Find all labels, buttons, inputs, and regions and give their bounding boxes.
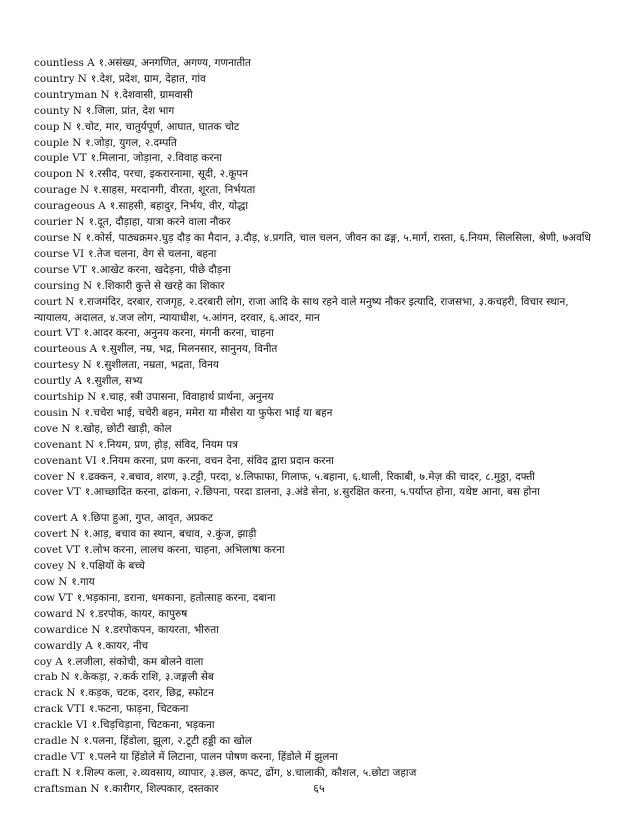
entry-headword: cow VT [34,591,73,604]
dictionary-entry [34,527,606,543]
dictionary-entry [34,670,606,686]
dictionary-entry [34,750,606,766]
entry-headword: country N [34,72,87,85]
entry-definition: १.दूत, दौड़ाहा, यात्रा करने वाला नौकर [88,216,231,229]
entry-headword: cowardly A [34,639,93,652]
dictionary-entry [34,607,606,623]
entry-headword: cove N [34,422,71,435]
entry-headword: cradle N [34,735,80,748]
section-gap [34,501,606,511]
dictionary-entry [34,766,606,782]
entry-headword: coup N [34,120,72,133]
dictionary-entry [34,231,606,247]
entry-headword: covet VT [34,544,81,557]
dictionary-entry [34,718,606,734]
dictionary-entry [34,639,606,655]
dictionary-entry [34,374,606,390]
dictionary-entry [34,88,606,104]
entry-headword: cover VT [34,486,81,499]
entry-definition: १.डरपोक, कायर, कापुरुष [89,607,188,620]
dictionary-entry [34,655,606,671]
dictionary-entry [34,422,606,438]
entry-list-a [34,56,606,501]
entry-headword: countryman N [34,88,110,101]
entry-definition: १.लोभ करना, लालच करना, चाहना, अभिलाषा करना [84,544,285,557]
dictionary-entry [34,326,606,342]
entry-headword: coursing N [34,279,93,292]
entry-headword: courtly A [34,375,82,388]
entry-definition: १.देशवासी, ग्रामवासी [113,88,193,101]
entry-definition: १.पक्षियों के बच्चे [80,560,145,573]
entry-definition: १.फटना, फाड़ना, चिटकना [88,703,189,716]
dictionary-entry [34,167,606,183]
entry-definition: १.गाय [71,576,95,588]
entry-definition: १.रसीद, परचा, इकरारनामा, सूदी, २.कूपन [88,168,249,181]
dictionary-entry [34,358,606,374]
entry-headword: craftsman N [34,782,100,795]
entry-definition: १.नियम करना, प्रण करना, वचन देना, संविद द्वारा प्रदान करना [100,454,334,467]
dictionary-entry [34,215,606,231]
entry-headword: courtship N [34,391,97,404]
entry-headword: coy A [34,655,63,668]
entry-headword: courage N [34,184,90,197]
entry-headword: court VT [34,327,80,340]
dictionary-entry [34,151,606,167]
dictionary-entry [34,591,606,607]
entry-definition: १.चचेरा भाई, चचेरी बहन, ममेरा या मौसेरा या फुफेरा भाई या बहन [84,406,333,419]
entry-definition: १.कायर, नीच [96,639,149,652]
entry-definition: १.लजीला, संकोची, कम बोलने वाला [66,655,204,668]
entry-definition: १.आदर करना, अनुनय करना, मंगनी करना, चाहना [83,327,274,340]
entry-headword: course N [34,231,82,244]
dictionary-entry [34,120,606,136]
entry-list-b [34,511,606,797]
entry-headword: course VI [34,247,85,260]
dictionary-entry [34,511,606,527]
entry-headword: covenant N [34,438,95,451]
entry-headword: crackle VI [34,719,88,732]
dictionary-entry [34,390,606,406]
entry-headword: crab N [34,671,71,684]
dictionary-entry [34,72,606,88]
entry-headword: cousin N [34,406,81,419]
dictionary-entry [34,559,606,575]
entry-headword: couple N [34,136,82,149]
entry-definition: १.शिकारी कुत्ते से खरहे का शिकार [96,279,225,292]
entry-definition: १.पलना, हिंडोला, झूला, २.टूटी हड्डी का खोल [83,735,252,748]
entry-definition: १.साहसी, बहादुर, निर्भय, वीर, योद्धा [109,200,249,213]
entry-headword: covey N [34,560,77,573]
dictionary-entry [34,470,606,486]
entry-definition: १.मिलाना, जोड़ाना, २.विवाह करना [90,152,222,165]
entry-definition: १.कोर्स, पाठ्यक्रम२.घुड़ दौड़ का मैदान, ३.दौड़, ४.प्रगति, चाल चलन, जीवन का ढङ्ग, ५.मार्ग, रास्ता, ६.नियम, सिलसिला, श्रेणी, ७अवधि [85,231,591,244]
dictionary-entry [34,183,606,199]
entry-headword: courteous A [34,343,98,356]
entry-definition: १.नियम, प्रण, होड़, संविद, नियम पत्र [98,438,238,451]
entry-headword: cradle VT [34,750,85,763]
entry-definition: १.चाह, स्त्री उपासना, विवाहार्थ प्रार्थना, अनुनय [100,391,274,404]
entry-definition: १.आच्छादित करना, ढांकना, २.छिपना, परदा डालना, ३.अंडे सेना, ४.सुरक्षित करना, ५.पर्याप्त होना, यथेष्ट आना, बस होना [84,486,540,499]
dictionary-entry [34,734,606,750]
entry-definition: १.चोट, मार, चातुर्यपूर्ण, आघात, घातक चोट [75,120,240,133]
entry-headword: cover N [34,470,76,483]
dictionary-entry [34,485,606,501]
dictionary-entry [34,406,606,422]
entry-definition: १.राजमंदिर, दरबार, राजगृह, २.दरबारी लोग, राजा आदि के साथ रहने वाले मनुष्य नौकर इत्यादि, राजसभा, ३.कचहरी, विचार स्थान, न्यायालय, अदालत, ४.जज लोग, न्यायाधीश, ५.आंगन, दरवार, ६.आदर, मान [34,295,569,324]
entry-definition: १.डरपोकपन, कायरता, भीरुता [104,623,219,636]
entry-headword: craft N [34,766,72,779]
dictionary-entry [34,686,606,702]
entry-headword: course VT [34,263,87,276]
entry-definition: १.आड़, बचाव का स्थान, बचाव, २.कुंज, झाड़ी [83,528,257,541]
entry-definition: १.देश, प्रदेश, ग्राम, देहात, गांव [90,72,206,85]
entry-definition: १.सुशील, सभ्य [85,375,143,388]
entry-definition: १.चिड़चिड़ाना, चिटकना, भड़कना [91,719,215,732]
dictionary-page [34,56,606,798]
entry-definition: १.असंख्य, अनगणित, अगण्य, गणनातीत [98,57,251,69]
dictionary-entry [34,454,606,470]
dictionary-entry [34,295,606,327]
dictionary-entry [34,104,606,120]
entry-headword: coward N [34,607,86,620]
entry-definition: १.ढक्कन, २.बचाव, शरण, ३.टट्टी, परदा, ४.लिफाफा, गिलाफ, ५.बहाना, ६.थाली, रिकाबी, ७.मेज़ की चादर, ८.मुठ्ठा, दफ्ती [79,470,535,483]
entry-definition: १.सुशील, नम्र, भद्र, मिलनसार, सानुनय, विनीत [101,343,278,356]
entry-headword: cowardice N [34,623,101,636]
entry-headword: couple VT [34,152,87,165]
entry-definition: १.जोड़ा, युगल, २.दम्पति [85,136,177,149]
entry-definition: १.कारीगर, शिल्पकार, दस्तकार [103,782,219,795]
dictionary-entry [34,136,606,152]
entry-definition: १.शिल्प कला, २.व्यवसाय, व्यापार, ३.छल, कपट, ढोंग, ४.चालाकी, कौशल, ५.छोटा जहाज [75,766,417,779]
entry-headword: county N [34,104,82,117]
entry-definition: १.केकड़ा, २.कर्क राशि, ३.जङ्गली सेब [74,671,214,684]
dictionary-entry [34,342,606,358]
entry-headword: courageous A [34,200,106,213]
dictionary-entry [34,279,606,295]
entry-definition: १.सुशीलता, नम्रता, भद्रता, विनय [95,359,219,372]
entry-definition: १.छिपा हुआ, गुप्त, आवृत, अप्रकट [82,512,213,525]
entry-headword: covert N [34,528,80,541]
page-number: ६५ [313,782,325,795]
entry-definition: १.पलने या हिंडोले में लिटाना, पालन पोषण करना, हिंडोले में झुलना [88,750,338,763]
entry-definition: १.खोह, छोटी खाड़ी, कोल [74,422,172,435]
entry-headword: crack N [34,687,76,700]
entry-headword: crack VTI [34,703,85,716]
dictionary-entry [34,263,606,279]
dictionary-entry [34,543,606,559]
entry-definition: १.जिला, प्रांत, देश भाग [85,104,175,117]
dictionary-entry [34,199,606,215]
entry-definition: १.तेज चलना, वेग से चलना, बहना [88,247,217,260]
entry-headword: court N [34,295,75,308]
entry-definition: १.साहस, मरदानगी, वीरता, शूरता, निर्भयता [93,184,256,197]
dictionary-entry [34,56,606,72]
entry-headword: covenant VI [34,454,97,467]
dictionary-entry [34,575,606,591]
dictionary-entry [34,623,606,639]
entry-headword: courier N [34,216,85,229]
entry-definition: १.कड़क, चटक, दरार, छिद्र, स्फोटन [79,687,214,700]
entry-headword: cow N [34,576,68,588]
dictionary-entry [34,247,606,263]
entry-headword: coupon N [34,168,85,181]
entry-headword: countless A [34,57,95,69]
dictionary-entry [34,438,606,454]
entry-definition: १.आखेट करना, खदेड़ना, पीछे दौड़ना [90,263,231,276]
entry-definition: १.भड़काना, डराना, धमकाना, हतोत्साह करना, दबाना [76,591,276,604]
entry-headword: courtesy N [34,359,92,372]
dictionary-entry [34,702,606,718]
entry-headword: covert A [34,512,79,525]
